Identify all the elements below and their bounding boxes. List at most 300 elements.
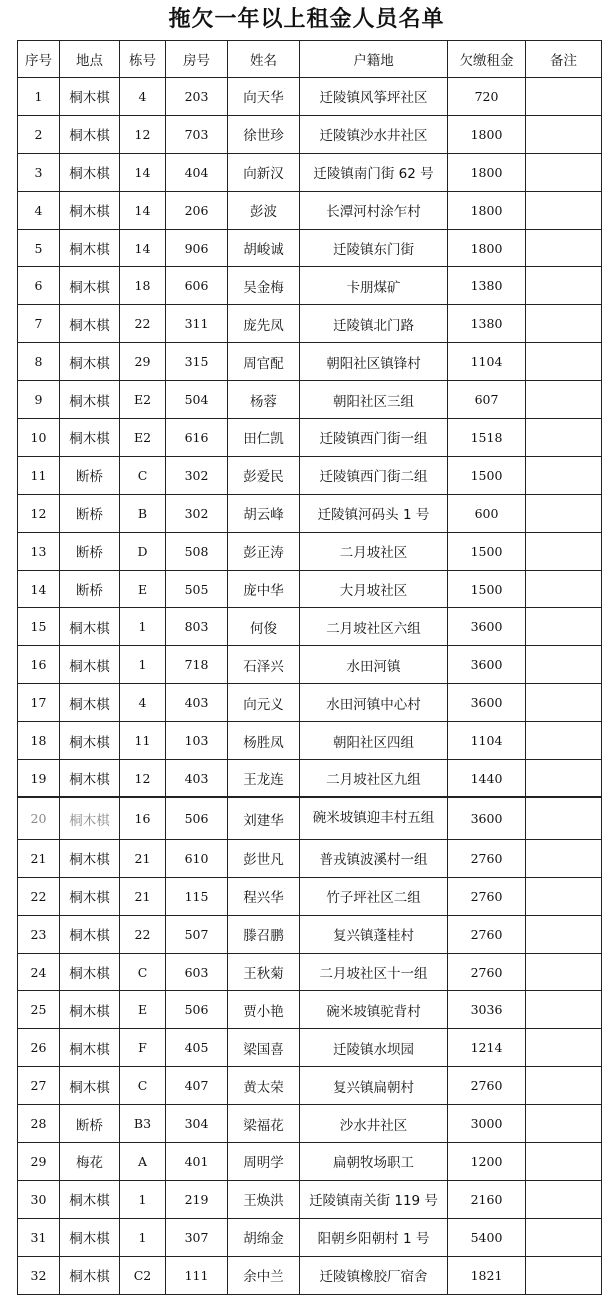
cell-name: 刘建华: [228, 797, 300, 839]
cell-room: 508: [166, 532, 228, 570]
cell-name: 向元义: [228, 684, 300, 722]
cell-origin: 水田河镇: [300, 646, 448, 684]
cell-origin: 迁陵镇西门街二组: [300, 456, 448, 494]
cell-room: 404: [166, 153, 228, 191]
table-row: [18, 760, 602, 798]
cell-remark: [526, 305, 602, 343]
cell-remark: [526, 1029, 602, 1067]
cell-place: 桐木棋: [60, 343, 120, 381]
table-row: [18, 1143, 602, 1181]
cell-arrears: 1500: [448, 570, 526, 608]
cell-remark: [526, 684, 602, 722]
cell-name: 杨胜凤: [228, 722, 300, 760]
cell-origin: 迁陵镇橡胶厂宿舍: [300, 1256, 448, 1294]
cell-arrears: 2760: [448, 1067, 526, 1105]
cell-arrears: 1380: [448, 267, 526, 305]
cell-place: 桐木棋: [60, 760, 120, 798]
cell-origin: 朝阳社区四组: [300, 722, 448, 760]
table-row: [18, 953, 602, 991]
cell-remark: [526, 646, 602, 684]
cell-building: 22: [120, 305, 166, 343]
cell-name: 周官配: [228, 343, 300, 381]
cell-arrears: 5400: [448, 1218, 526, 1256]
cell-arrears: 1104: [448, 722, 526, 760]
cell-arrears: 1380: [448, 305, 526, 343]
cell-arrears: 1200: [448, 1143, 526, 1181]
cell-origin: 卡朋煤矿: [300, 267, 448, 305]
cell-remark: [526, 532, 602, 570]
cell-place: 断桥: [60, 494, 120, 532]
cell-origin: 碗米坡镇驼背村: [300, 991, 448, 1029]
cell-remark: [526, 608, 602, 646]
table-row: [18, 570, 602, 608]
cell-room: 401: [166, 1143, 228, 1181]
cell-building: 29: [120, 343, 166, 381]
cell-building: B: [120, 494, 166, 532]
cell-building: A: [120, 1143, 166, 1181]
cell-arrears: 1500: [448, 456, 526, 494]
cell-room: 304: [166, 1105, 228, 1143]
table-row: [18, 839, 602, 877]
cell-no: 17: [18, 684, 60, 722]
cell-room: 307: [166, 1218, 228, 1256]
cell-arrears: 3600: [448, 646, 526, 684]
cell-room: 405: [166, 1029, 228, 1067]
table-row: [18, 115, 602, 153]
cell-place: 桐木棋: [60, 1180, 120, 1218]
cell-place: 桐木棋: [60, 684, 120, 722]
cell-remark: [526, 722, 602, 760]
cell-origin: 迁陵镇东门街: [300, 229, 448, 267]
cell-name: 程兴华: [228, 877, 300, 915]
header-arrears: 欠缴租金: [448, 41, 526, 78]
cell-origin: 普戎镇波溪村一组: [300, 839, 448, 877]
cell-room: 103: [166, 722, 228, 760]
cell-remark: [526, 1143, 602, 1181]
table-row: [18, 532, 602, 570]
cell-no: 21: [18, 839, 60, 877]
arrears-table: [17, 40, 602, 1295]
cell-building: 14: [120, 191, 166, 229]
cell-no: 32: [18, 1256, 60, 1294]
table-row: [18, 229, 602, 267]
cell-origin: 大月坡社区: [300, 570, 448, 608]
cell-room: 203: [166, 78, 228, 116]
cell-arrears: 2760: [448, 915, 526, 953]
cell-building: C2: [120, 1256, 166, 1294]
cell-room: 506: [166, 797, 228, 839]
cell-origin: 迁陵镇南关街 119 号: [300, 1180, 448, 1218]
table-row: [18, 646, 602, 684]
cell-place: 桐木棋: [60, 1067, 120, 1105]
cell-origin: 朝阳社区镇锋村: [300, 343, 448, 381]
table-row: [18, 722, 602, 760]
cell-name: 庞先凤: [228, 305, 300, 343]
cell-room: 616: [166, 419, 228, 457]
header-building: 栋号: [120, 41, 166, 78]
cell-name: 王龙连: [228, 760, 300, 798]
cell-no: 20: [18, 797, 60, 839]
cell-building: 14: [120, 229, 166, 267]
cell-place: 桐木棋: [60, 153, 120, 191]
header-name: 姓名: [228, 41, 300, 78]
cell-place: 桐木棋: [60, 991, 120, 1029]
cell-building: 16: [120, 797, 166, 839]
table-row: [18, 991, 602, 1029]
cell-origin: 二月坡社区: [300, 532, 448, 570]
cell-name: 梁福花: [228, 1105, 300, 1143]
cell-building: 4: [120, 78, 166, 116]
table-row: [18, 1029, 602, 1067]
cell-remark: [526, 1218, 602, 1256]
cell-room: 906: [166, 229, 228, 267]
cell-remark: [526, 839, 602, 877]
cell-remark: [526, 153, 602, 191]
cell-place: 桐木棋: [60, 115, 120, 153]
cell-place: 桐木棋: [60, 305, 120, 343]
cell-building: 21: [120, 839, 166, 877]
cell-arrears: 2760: [448, 953, 526, 991]
cell-remark: [526, 953, 602, 991]
cell-remark: [526, 191, 602, 229]
cell-no: 14: [18, 570, 60, 608]
cell-no: 5: [18, 229, 60, 267]
cell-room: 610: [166, 839, 228, 877]
cell-no: 28: [18, 1105, 60, 1143]
cell-building: 1: [120, 1218, 166, 1256]
cell-arrears: 2160: [448, 1180, 526, 1218]
header-room: 房号: [166, 41, 228, 78]
table-row: [18, 153, 602, 191]
cell-origin: 沙水井社区: [300, 1105, 448, 1143]
cell-arrears: 1800: [448, 191, 526, 229]
cell-name: 田仁凯: [228, 419, 300, 457]
cell-no: 13: [18, 532, 60, 570]
cell-arrears: 1800: [448, 115, 526, 153]
cell-place: 桐木棋: [60, 646, 120, 684]
cell-origin: 迁陵镇沙水井社区: [300, 115, 448, 153]
cell-origin: 二月坡社区六组: [300, 608, 448, 646]
cell-place: 梅花: [60, 1143, 120, 1181]
cell-room: 407: [166, 1067, 228, 1105]
cell-place: 桐木棋: [60, 381, 120, 419]
cell-remark: [526, 1180, 602, 1218]
cell-room: 505: [166, 570, 228, 608]
cell-building: B3: [120, 1105, 166, 1143]
cell-name: 徐世珍: [228, 115, 300, 153]
cell-name: 胡云峰: [228, 494, 300, 532]
cell-room: 111: [166, 1256, 228, 1294]
cell-origin: 阳朝乡阳朝村 1 号: [300, 1218, 448, 1256]
cell-origin: 迁陵镇北门路: [300, 305, 448, 343]
cell-place: 断桥: [60, 1105, 120, 1143]
cell-name: 庞中华: [228, 570, 300, 608]
cell-arrears: 1440: [448, 760, 526, 798]
cell-arrears: 1104: [448, 343, 526, 381]
cell-room: 506: [166, 991, 228, 1029]
cell-no: 11: [18, 456, 60, 494]
cell-remark: [526, 78, 602, 116]
cell-place: 桐木棋: [60, 419, 120, 457]
cell-origin: 迁陵镇西门街一组: [300, 419, 448, 457]
cell-place: 桐木棋: [60, 839, 120, 877]
header-no: 序号: [18, 41, 60, 78]
cell-name: 贾小艳: [228, 991, 300, 1029]
table-row: [18, 494, 602, 532]
cell-name: 彭波: [228, 191, 300, 229]
cell-place: 断桥: [60, 456, 120, 494]
header-remark: 备注: [526, 41, 602, 78]
cell-room: 403: [166, 684, 228, 722]
cell-name: 王焕洪: [228, 1180, 300, 1218]
table-row: [18, 419, 602, 457]
cell-origin: 朝阳社区三组: [300, 381, 448, 419]
cell-no: 27: [18, 1067, 60, 1105]
table-row: [18, 267, 602, 305]
cell-no: 23: [18, 915, 60, 953]
cell-building: E2: [120, 381, 166, 419]
cell-no: 9: [18, 381, 60, 419]
cell-arrears: 600: [448, 494, 526, 532]
cell-place: 桐木棋: [60, 1029, 120, 1067]
cell-building: C: [120, 456, 166, 494]
cell-origin: 碗米坡镇迎丰村五组: [300, 797, 448, 839]
cell-building: F: [120, 1029, 166, 1067]
cell-place: 断桥: [60, 570, 120, 608]
cell-place: 桐木棋: [60, 267, 120, 305]
cell-remark: [526, 456, 602, 494]
cell-building: E: [120, 570, 166, 608]
table-row: [18, 1105, 602, 1143]
cell-arrears: 3600: [448, 797, 526, 839]
table-row: [18, 343, 602, 381]
cell-arrears: 720: [448, 78, 526, 116]
cell-name: 向天华: [228, 78, 300, 116]
table-row: [18, 381, 602, 419]
cell-no: 29: [18, 1143, 60, 1181]
cell-remark: [526, 797, 602, 839]
cell-no: 2: [18, 115, 60, 153]
cell-no: 3: [18, 153, 60, 191]
cell-arrears: 3000: [448, 1105, 526, 1143]
cell-origin: 二月坡社区九组: [300, 760, 448, 798]
cell-building: 22: [120, 915, 166, 953]
cell-building: 14: [120, 153, 166, 191]
cell-arrears: 2760: [448, 839, 526, 877]
cell-arrears: 1500: [448, 532, 526, 570]
cell-arrears: 1214: [448, 1029, 526, 1067]
cell-name: 彭正涛: [228, 532, 300, 570]
cell-room: 219: [166, 1180, 228, 1218]
cell-no: 24: [18, 953, 60, 991]
cell-building: 1: [120, 646, 166, 684]
cell-origin: 扁朝牧场职工: [300, 1143, 448, 1181]
table-row: [18, 915, 602, 953]
cell-building: 12: [120, 115, 166, 153]
table-header-row: [18, 41, 602, 78]
table-row: [18, 1067, 602, 1105]
cell-name: 向新汉: [228, 153, 300, 191]
cell-remark: [526, 115, 602, 153]
cell-place: 桐木棋: [60, 229, 120, 267]
cell-remark: [526, 570, 602, 608]
cell-remark: [526, 915, 602, 953]
cell-place: 桐木棋: [60, 1256, 120, 1294]
cell-building: 12: [120, 760, 166, 798]
cell-room: 315: [166, 343, 228, 381]
table-row: [18, 877, 602, 915]
page-title: 拖欠一年以上租金人员名单: [168, 7, 445, 32]
cell-remark: [526, 267, 602, 305]
cell-arrears: 3036: [448, 991, 526, 1029]
cell-no: 18: [18, 722, 60, 760]
cell-room: 507: [166, 915, 228, 953]
cell-remark: [526, 877, 602, 915]
cell-name: 杨蓉: [228, 381, 300, 419]
cell-remark: [526, 991, 602, 1029]
cell-no: 16: [18, 646, 60, 684]
cell-arrears: 3600: [448, 684, 526, 722]
cell-building: 1: [120, 1180, 166, 1218]
cell-building: 18: [120, 267, 166, 305]
cell-place: 桐木棋: [60, 915, 120, 953]
cell-remark: [526, 1067, 602, 1105]
header-origin: 户籍地: [300, 41, 448, 78]
cell-name: 吴金梅: [228, 267, 300, 305]
cell-no: 30: [18, 1180, 60, 1218]
cell-room: 403: [166, 760, 228, 798]
cell-arrears: 3600: [448, 608, 526, 646]
table-row: [18, 78, 602, 116]
cell-name: 王秋菊: [228, 953, 300, 991]
cell-no: 1: [18, 78, 60, 116]
cell-no: 22: [18, 877, 60, 915]
cell-place: 桐木棋: [60, 797, 120, 839]
cell-building: C: [120, 953, 166, 991]
cell-room: 606: [166, 267, 228, 305]
cell-no: 26: [18, 1029, 60, 1067]
table-row: [18, 797, 602, 839]
cell-no: 25: [18, 991, 60, 1029]
cell-name: 胡峻诚: [228, 229, 300, 267]
cell-building: E2: [120, 419, 166, 457]
cell-place: 桐木棋: [60, 877, 120, 915]
cell-place: 桐木棋: [60, 1218, 120, 1256]
cell-remark: [526, 381, 602, 419]
table-row: [18, 684, 602, 722]
table-row: [18, 1180, 602, 1218]
cell-place: 桐木棋: [60, 722, 120, 760]
cell-room: 115: [166, 877, 228, 915]
cell-name: 何俊: [228, 608, 300, 646]
cell-remark: [526, 1256, 602, 1294]
cell-remark: [526, 1105, 602, 1143]
cell-room: 703: [166, 115, 228, 153]
cell-arrears: 1518: [448, 419, 526, 457]
cell-arrears: 1800: [448, 229, 526, 267]
cell-origin: 复兴镇蓬桂村: [300, 915, 448, 953]
cell-origin: 二月坡社区十一组: [300, 953, 448, 991]
cell-remark: [526, 343, 602, 381]
cell-building: E: [120, 991, 166, 1029]
cell-no: 6: [18, 267, 60, 305]
cell-name: 黄太荣: [228, 1067, 300, 1105]
cell-no: 8: [18, 343, 60, 381]
table-row: [18, 1218, 602, 1256]
cell-room: 311: [166, 305, 228, 343]
table-row: [18, 608, 602, 646]
cell-arrears: 1821: [448, 1256, 526, 1294]
header-place: 地点: [60, 41, 120, 78]
cell-origin: 迁陵镇风筝坪社区: [300, 78, 448, 116]
cell-no: 7: [18, 305, 60, 343]
cell-name: 彭爱民: [228, 456, 300, 494]
table-body: [18, 78, 602, 1295]
cell-name: 滕召鹏: [228, 915, 300, 953]
cell-name: 梁国喜: [228, 1029, 300, 1067]
cell-building: 11: [120, 722, 166, 760]
cell-no: 4: [18, 191, 60, 229]
cell-place: 桐木棋: [60, 608, 120, 646]
cell-no: 31: [18, 1218, 60, 1256]
cell-origin: 迁陵镇南门街 62 号: [300, 153, 448, 191]
cell-origin: 迁陵镇河码头 1 号: [300, 494, 448, 532]
cell-building: C: [120, 1067, 166, 1105]
cell-building: 1: [120, 608, 166, 646]
cell-room: 504: [166, 381, 228, 419]
cell-building: 4: [120, 684, 166, 722]
cell-name: 胡绵金: [228, 1218, 300, 1256]
cell-origin: 长潭河村涂乍村: [300, 191, 448, 229]
cell-room: 603: [166, 953, 228, 991]
cell-place: 桐木棋: [60, 191, 120, 229]
cell-room: 718: [166, 646, 228, 684]
cell-origin: 竹子坪社区二组: [300, 877, 448, 915]
cell-building: 21: [120, 877, 166, 915]
cell-arrears: 1800: [448, 153, 526, 191]
cell-room: 803: [166, 608, 228, 646]
cell-room: 302: [166, 456, 228, 494]
cell-arrears: 2760: [448, 877, 526, 915]
cell-name: 周明学: [228, 1143, 300, 1181]
cell-no: 12: [18, 494, 60, 532]
cell-no: 19: [18, 760, 60, 798]
cell-remark: [526, 760, 602, 798]
table-row: [18, 456, 602, 494]
cell-remark: [526, 419, 602, 457]
cell-name: 石泽兴: [228, 646, 300, 684]
cell-no: 10: [18, 419, 60, 457]
cell-origin: 迁陵镇水坝园: [300, 1029, 448, 1067]
cell-remark: [526, 229, 602, 267]
cell-place: 桐木棋: [60, 78, 120, 116]
cell-room: 206: [166, 191, 228, 229]
cell-arrears: 607: [448, 381, 526, 419]
table-row: [18, 1256, 602, 1294]
cell-room: 302: [166, 494, 228, 532]
cell-place: 断桥: [60, 532, 120, 570]
table-row: [18, 191, 602, 229]
cell-remark: [526, 494, 602, 532]
cell-place: 桐木棋: [60, 953, 120, 991]
cell-no: 15: [18, 608, 60, 646]
cell-name: 彭世凡: [228, 839, 300, 877]
cell-name: 余中兰: [228, 1256, 300, 1294]
cell-origin: 复兴镇扁朝村: [300, 1067, 448, 1105]
cell-building: D: [120, 532, 166, 570]
cell-origin: 水田河镇中心村: [300, 684, 448, 722]
table-row: [18, 305, 602, 343]
